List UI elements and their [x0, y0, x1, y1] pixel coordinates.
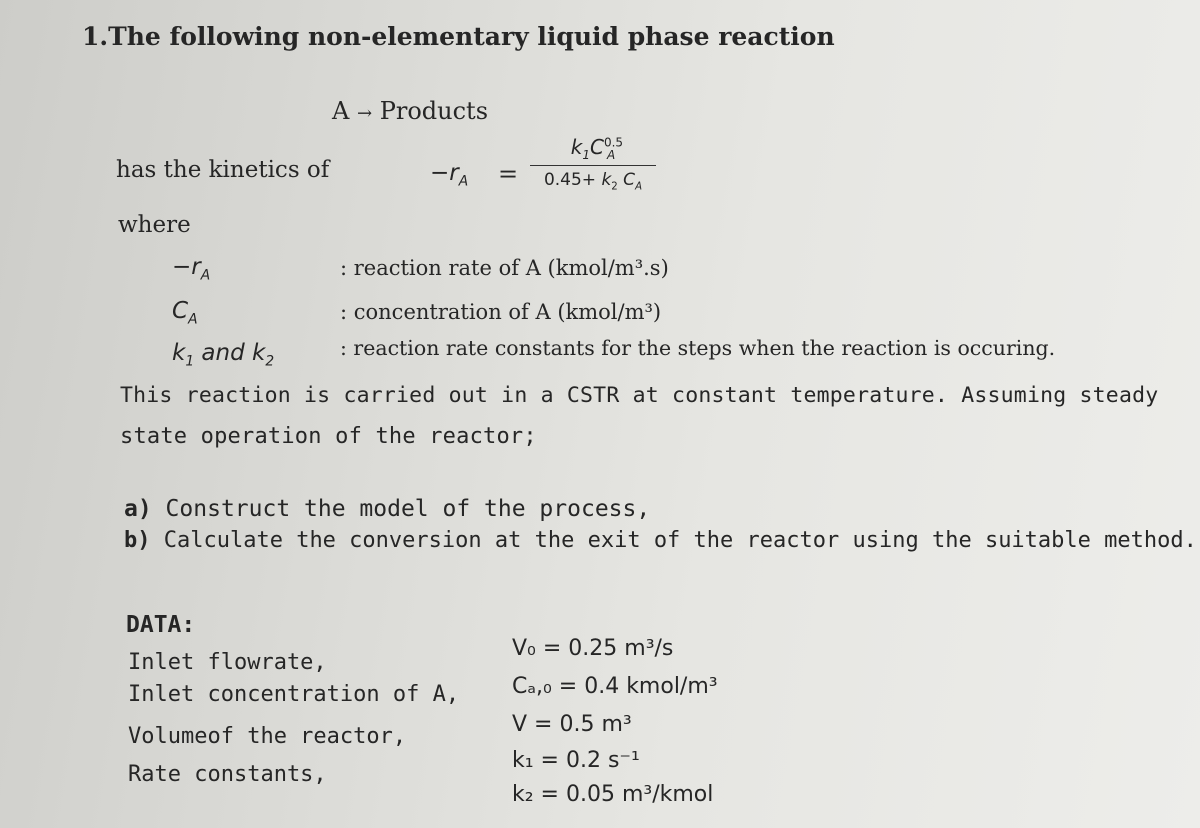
- definition-text-constants: : reaction rate constants for the steps when the reaction is occuring.: [340, 336, 1056, 360]
- data-label-concentration: Inlet concentration of A,: [128, 682, 460, 707]
- data-heading: DATA:: [126, 612, 196, 638]
- data-value-k2: k₂ = 0.05 m³/kmol: [512, 782, 714, 807]
- ca-den-symbol: C: [617, 170, 636, 190]
- data-label-flowrate: Inlet flowrate,: [128, 650, 327, 675]
- ca-sub: A: [607, 148, 616, 162]
- reactant: A: [332, 97, 350, 125]
- rate-numerator: [530, 135, 656, 163]
- paragraph-line-1: This reaction is carried out in a CSTR at constant temperature. Assuming steady: [120, 383, 1159, 408]
- definition-symbol-rate: $-r_A$: [172, 254, 211, 284]
- k2-sub: 2: [611, 181, 618, 193]
- ca-den-sub: A: [635, 181, 643, 193]
- question-b: [124, 528, 1197, 553]
- data-label-volume: Volumeof the reactor,: [128, 724, 407, 749]
- problem-title: 1.The following non-elementary liquid phase reaction: [82, 22, 835, 51]
- question-b-text: Calculate the conversion at the exit of the reactor using the suitable method.: [150, 528, 1197, 553]
- rate-expression-lhs: [430, 160, 468, 190]
- definition-symbol-constants: $k_1$ and $k_2$: [172, 340, 275, 370]
- definition-text-rate: : reaction rate of A (kmol/m³.s): [340, 256, 669, 280]
- k1-sub: 1: [582, 148, 590, 162]
- rate-subscript: A: [458, 173, 469, 190]
- data-value-concentration: Cₐ,₀ = 0.4 kmol/m³: [512, 674, 718, 699]
- k2-symbol: k: [601, 170, 612, 190]
- ca-exponent: 0.5: [603, 135, 624, 150]
- definition-symbol-concentration: $C_A$: [172, 298, 198, 328]
- question-a-text: Construct the model of the process,: [151, 496, 651, 522]
- ca-symbol: C: [589, 135, 604, 159]
- rate-fraction: [530, 135, 656, 192]
- equals-sign: =: [498, 160, 519, 188]
- data-label-rate-constants: Rate constants,: [128, 762, 327, 787]
- product: Products: [379, 97, 489, 125]
- where-label: where: [118, 212, 191, 238]
- kinetics-label: has the kinetics of: [116, 157, 330, 183]
- paragraph-line-2: state operation of the reactor;: [120, 424, 537, 449]
- rate-symbol: −r: [430, 160, 459, 186]
- rate-denominator: [530, 170, 656, 192]
- question-a: [124, 496, 650, 522]
- denominator-constant: 0.45+: [543, 170, 602, 190]
- data-value-flowrate: V₀ = 0.25 m³/s: [512, 636, 674, 661]
- question-a-label: a): [124, 496, 152, 522]
- data-value-k1: k₁ = 0.2 s⁻¹: [512, 748, 640, 773]
- definition-text-concentration: : concentration of A (kmol/m³): [340, 300, 662, 324]
- fraction-bar: [530, 165, 656, 166]
- data-value-volume: V = 0.5 m³: [512, 712, 632, 737]
- arrow-icon: →: [356, 103, 373, 124]
- question-b-label: b): [124, 528, 151, 553]
- reaction-equation: [332, 97, 488, 125]
- k1-symbol: k: [570, 135, 583, 159]
